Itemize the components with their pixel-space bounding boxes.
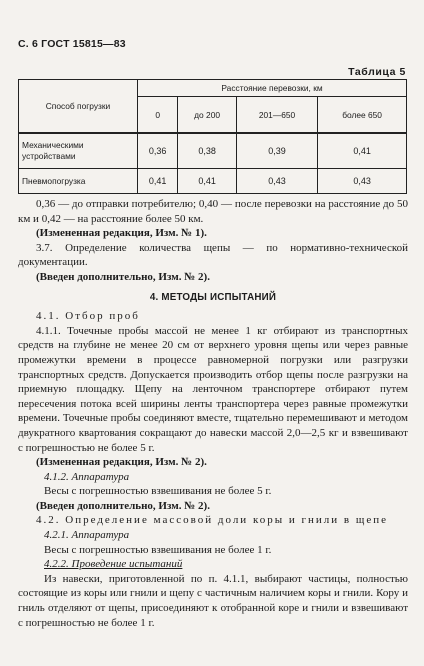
- col-header: более 650: [318, 97, 407, 133]
- subsection-title: 4.2.2. Проведение испытаний: [44, 558, 183, 571]
- paragraph: 0,36 — до отправки потребителю; 0,40 — после перевозки на расстояние до 50 км и 0,42 — на расстояние более 50 км.: [18, 198, 408, 225]
- cell-value: 0,39: [236, 133, 317, 169]
- col-header: 201—650: [236, 97, 317, 133]
- cell-value: 0,38: [178, 133, 237, 169]
- subsection-title: 4.2.1. Аппаратура: [44, 529, 130, 542]
- cell-value: 0,43: [318, 169, 407, 194]
- amendment-note: (Измененная редакция, Изм. № 2).: [36, 456, 207, 469]
- col-header: 0: [138, 97, 178, 133]
- row-method: Пневмопогрузка: [19, 169, 138, 194]
- cell-value: 0,41: [178, 169, 237, 194]
- paragraph: 3.7. Определение количества щепы — по нормативно-технической документации.: [18, 241, 408, 269]
- subsection-title: 4.1.2. Аппаратура: [44, 470, 130, 483]
- section-title: 4. МЕТОДЫ ИСПЫТАНИЙ: [149, 291, 277, 303]
- table-caption: Таблица 5: [348, 66, 406, 78]
- cell-value: 0,41: [318, 133, 407, 169]
- distance-header: Расстояние перевозки, км: [138, 80, 407, 97]
- document-body: [18, 197, 408, 630]
- table-row: [19, 169, 407, 194]
- cell-value: 0,36: [138, 133, 178, 169]
- cell-value: 0,43: [236, 169, 317, 194]
- paragraph: Весы с погрешностью взвешивания не более 1 г.: [44, 543, 272, 556]
- amendment-note: (Введен дополнительно, Изм. № 2).: [36, 499, 210, 512]
- row-method: Механическими устройствами: [19, 133, 138, 169]
- distance-table: [18, 79, 407, 194]
- amendment-note: (Измененная редакция, Изм. № 1).: [36, 227, 207, 240]
- page-header: С. 6 ГОСТ 15815—83: [18, 38, 126, 50]
- cell-value: 0,41: [138, 169, 178, 194]
- subsection-title: 4.2. Определение массовой доли коры и гнили в щепе: [36, 514, 388, 527]
- paragraph: Весы с погрешностью взвешивания не более 5 г.: [44, 485, 272, 498]
- amendment-note: (Введен дополнительно, Изм. № 2).: [36, 270, 210, 283]
- paragraph: 4.1.1. Точечные пробы массой не менее 1 кг отбирают из транспортных средств на глубине не менее 20 см от верхнего уровня щепы или через равные промежутки времени в процессе равномерной погрузки или разгрузки транспортных средств. Допускается производить отбор щепы после разгрузки на приемную площадку. Щепу на ленточном транспортере отбирают путем пересечения потока всей ширины ленты транспортера через равные промежутки времени. Точечные пробы соединяют вместе, тщательно перемешивают и методом двукратного квартования сокращают до навески массой 2,0—2,5 кг и взвешивают с погрешностью не более 5 г.: [18, 324, 408, 454]
- method-header: Способ погрузки: [19, 80, 138, 134]
- table-row: [19, 133, 407, 169]
- paragraph: Из навески, приготовленной по п. 4.1.1, выбирают частицы, полностью состоящие из коры или гнили и щепу с частичным наличием коры и гнили. Кору и гниль отделяют от щепы, присоединяют к отобранной коре и гнили и взвешивают с погрешностью не более 1 г.: [18, 572, 408, 629]
- col-header: до 200: [178, 97, 237, 133]
- subsection-title: 4.1. Отбор проб: [36, 310, 140, 323]
